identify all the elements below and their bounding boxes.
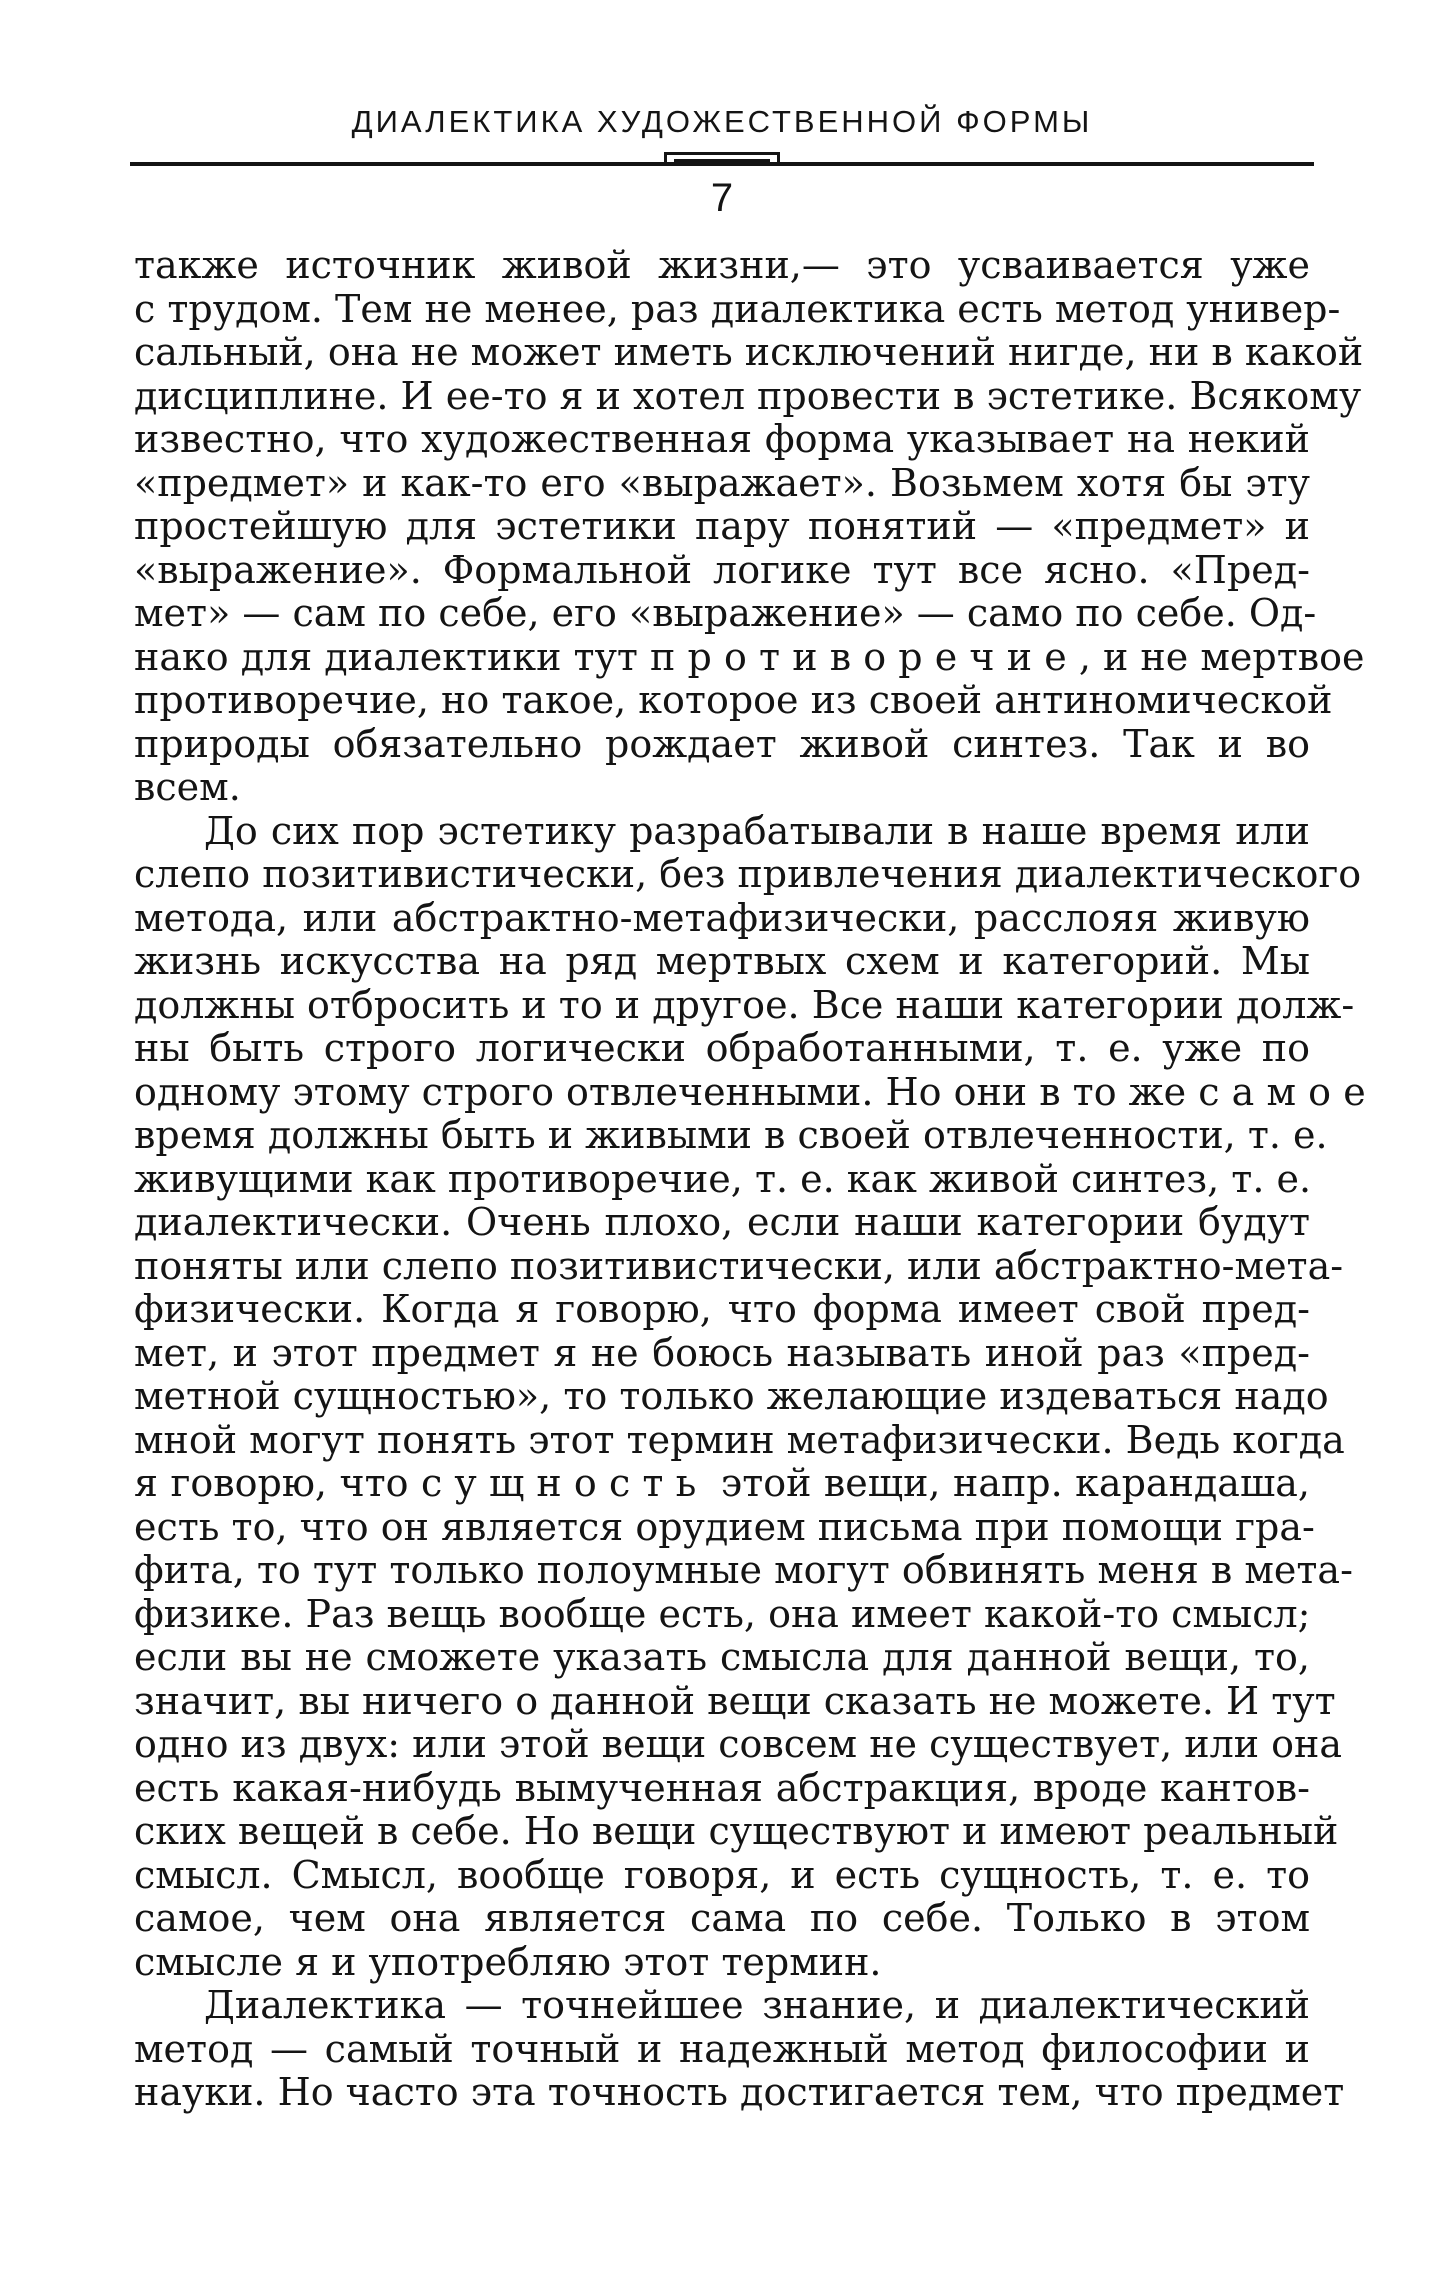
text-line: «выражение». Формальной логике тут все ясно. «Пред- — [134, 547, 1310, 592]
text-line: должны отбросить и то и другое. Все наши категории долж- — [134, 982, 1355, 1027]
text-line: слепо позитивистически, без привлечения диалектического — [134, 852, 1362, 896]
text-line: сальный, она не может иметь исключений нигде, ни в какой — [134, 330, 1364, 374]
page-number: 7 — [710, 176, 734, 220]
emphasized-word: противоречие — [650, 634, 1079, 679]
text-line: ны быть строго логически обработанными, т. е. уже по — [134, 1026, 1310, 1070]
running-title: ДИАЛЕКТИКА ХУДОЖЕСТВЕННОЙ ФОРМЫ — [351, 104, 1093, 139]
text-line — [134, 1462, 1310, 1506]
text-line: Диалектика — точнейшее знание, и диалектический — [204, 1983, 1310, 2027]
text-line: с трудом. Тем не менее, раз диалектика есть метод универ- — [134, 286, 1341, 331]
text-run: , и не мертвое — [1078, 634, 1365, 679]
text-line: всем. — [134, 765, 241, 809]
text-line: науки. Но часто эта точность достигается тем, что предмет — [134, 2070, 1345, 2114]
text-line: мет» — сам по себе, его «выражение» — само по себе. Од- — [134, 591, 1317, 635]
text-run: я говорю, что — [134, 1461, 421, 1505]
text-run: этой вещи, напр. карандаша, — [708, 1461, 1311, 1505]
text-line: мной могут понять этот термин метафизически. Ведь когда — [134, 1417, 1345, 1462]
text-line: значит, вы ничего о данной вещи сказать не можете. И тут — [134, 1678, 1336, 1723]
text-line: физике. Раз вещь вообще есть, она имеет какой-то смысл; — [134, 1591, 1311, 1636]
header-rule-ornament — [664, 152, 780, 166]
text-line: диалектически. Очень плохо, если наши категории будут — [134, 1200, 1310, 1244]
text-line: одно из двух: или этой вещи совсем не существует, или она — [134, 1722, 1343, 1766]
text-line: время должны быть и живыми в своей отвлеченности, т. е. — [134, 1113, 1328, 1157]
paragraph — [134, 243, 1365, 810]
text-line: метод — самый точный и надежный метод философии и — [134, 2026, 1310, 2071]
text-line — [134, 634, 1365, 680]
emphasized-word: самое — [1198, 1069, 1378, 1114]
text-line: есть какая-нибудь вымученная абстракция, вроде кантов- — [134, 1765, 1310, 1810]
text-line: смысл. Смысл, вообще говоря, и есть сущность, т. е. то — [134, 1852, 1310, 1897]
text-line: поняты или слепо позитивистически, или абстрактно-мета- — [134, 1243, 1344, 1288]
text-line: простейшую для эстетики пару понятий — «предмет» и — [134, 504, 1310, 548]
text-line: жизнь искусства на ряд мертвых схем и категорий. Мы — [134, 939, 1310, 983]
text-line: также источник живой жизни,— это усваивается уже — [134, 243, 1310, 287]
text-line: ских вещей в себе. Но вещи существуют и имеют реальный — [134, 1809, 1339, 1853]
text-run: нако для диалектики тут — [134, 634, 651, 679]
text-line: природы обязательно рождает живой синтез. Так и во — [134, 721, 1310, 766]
text-line: фита, то тут только полоумные могут обвинять меня в мета- — [134, 1548, 1353, 1592]
text-line: смысле я и употребляю этот термин. — [134, 1939, 882, 1984]
body-text — [134, 243, 1378, 2115]
paragraph — [134, 808, 1378, 1985]
text-line: известно, что художественная форма указывает на некий — [134, 417, 1310, 461]
text-line: физически. Когда я говорю, что форма имеет свой пред- — [134, 1287, 1310, 1331]
text-line: метной сущностью», то только желающие издеваться надо — [134, 1374, 1329, 1418]
text-line: До сих пор эстетику разрабатывали в наше время или — [204, 808, 1310, 853]
text-line: самое, чем она является сама по себе. Только в этом — [134, 1896, 1310, 1940]
text-line: есть то, что он является орудием письма при помощи гра- — [134, 1504, 1315, 1549]
text-line: «предмет» и как-то его «выражает». Возьмем хотя бы эту — [134, 460, 1310, 505]
text-run: одному этому строго отвлеченными. Но они в то же — [134, 1069, 1199, 1114]
text-line: живущими как противоречие, т. е. как живой синтез, т. е. — [134, 1156, 1312, 1201]
text-line: если вы не сможете указать смысла для данной вещи, то, — [134, 1635, 1310, 1679]
text-line: мет, и этот предмет я не боюсь называть иной раз «пред- — [134, 1330, 1310, 1375]
paragraph — [134, 1983, 1345, 2115]
text-line: противоречие, но такое, которое из своей антиномической — [134, 678, 1333, 722]
emphasized-word: сущность — [420, 1461, 709, 1505]
text-line — [134, 1069, 1378, 1115]
text-line: дисциплине. И ее-то я и хотел провести в эстетике. Всякому — [134, 373, 1362, 418]
text-line: метода, или абстрактно-метафизически, расслояя живую — [134, 895, 1310, 940]
